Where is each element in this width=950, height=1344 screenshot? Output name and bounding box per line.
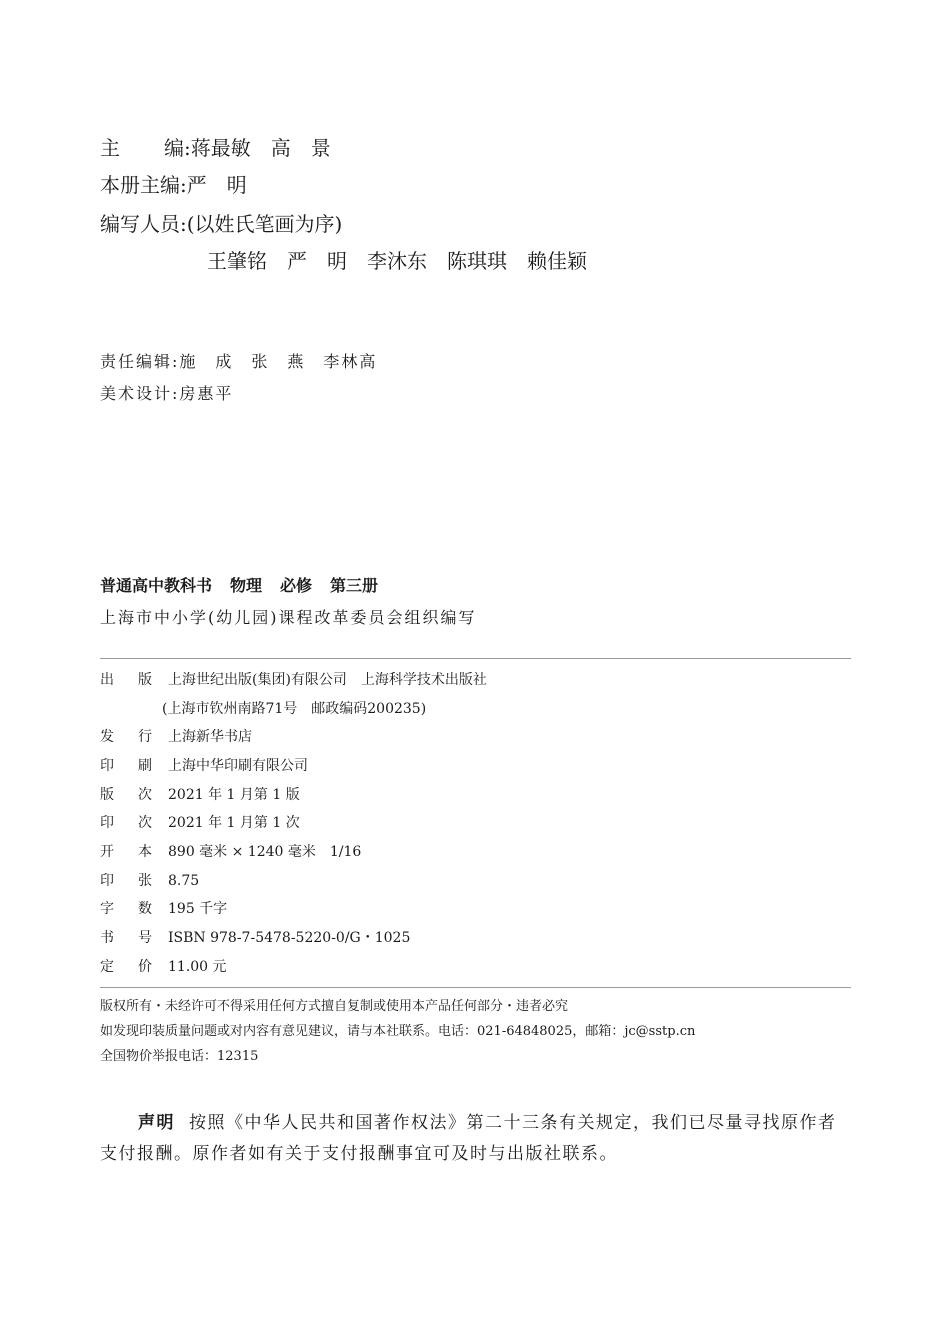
pub-row (100, 928, 410, 948)
pub-label-b: 次 (138, 815, 152, 831)
price-report-line: 全国物价举报电话：12315 (100, 1049, 259, 1064)
pub-value: 195 千字 (168, 901, 228, 917)
pub-row (100, 842, 361, 862)
book-title-part: 第三册 (330, 576, 379, 595)
responsible-editor-label: 责任编辑: (100, 352, 180, 371)
pub-label-a: 印 (100, 758, 114, 774)
pub-label-a: 书 (100, 930, 114, 946)
volume-editor-label: 本册主编: (100, 173, 187, 197)
pub-row (100, 957, 227, 977)
pub-value: 2021 年 1 月第 1 版 (168, 787, 300, 803)
book-title-part: 必修 (280, 576, 313, 595)
pub-label-a: 印 (100, 873, 114, 889)
book-title-part: 物理 (230, 576, 263, 595)
pub-row (100, 899, 227, 919)
pub-value: 上海新华书店 (168, 729, 252, 745)
top-divider (100, 658, 851, 659)
pub-label-b: 次 (138, 787, 152, 803)
pub-label-a: 发 (100, 729, 114, 745)
writers-label: 编写人员: (100, 212, 187, 236)
volume-editor-row (100, 172, 247, 198)
pub-value: 上海中华印刷有限公司 (168, 758, 308, 774)
writers-row (100, 211, 342, 237)
art-design-names: 房惠平 (179, 384, 234, 403)
compiler-line: 上海市中小学(幼儿园)课程改革委员会组织编写 (100, 608, 477, 627)
pub-label-b: 版 (138, 672, 152, 688)
pub-value: 8.75 (168, 873, 200, 889)
pub-row (100, 756, 308, 776)
pub-value: ISBN 978-7-5478-5220-0/G・1025 (168, 930, 411, 946)
pub-label-b: 刷 (138, 758, 152, 774)
chief-editor-label-a: 主 (100, 136, 120, 160)
pub-row (100, 785, 300, 805)
writers-names: 王肇铭 严 明 李沐东 陈琪琪 赖佳颖 (207, 249, 587, 273)
statement-heading: 声明 (138, 1113, 175, 1133)
pub-row (100, 871, 199, 891)
writers-note: (以姓氏笔画为序) (186, 212, 343, 236)
volume-editor-names: 严 明 (186, 173, 247, 197)
pub-value: 上海世纪出版(集团)有限公司 上海科学技术出版社 (168, 672, 487, 688)
pub-label-b: 本 (138, 844, 152, 860)
chief-editor-label-b: 编: (164, 136, 191, 160)
art-design-row (100, 383, 233, 405)
book-title-part: 普通高中教科书 (100, 576, 213, 595)
pub-label-a: 出 (100, 672, 114, 688)
pub-label-b: 号 (138, 930, 152, 946)
pub-label-b: 张 (138, 873, 152, 889)
pub-label-a: 开 (100, 844, 114, 860)
bottom-divider (100, 987, 851, 988)
art-design-label: 美术设计: (100, 384, 180, 403)
book-title (100, 575, 396, 597)
responsible-editor-row (100, 351, 377, 373)
copyright-notice: 版权所有・未经许可不得采用任何方式擅自复制或使用本产品任何部分・违者必究 (100, 999, 569, 1014)
responsible-editor-names: 施 成 张 燕 李林高 (179, 352, 378, 371)
statement-text: 按照《中华人民共和国著作权法》第二十三条有关规定，我们已尽量寻找原作者支付报酬。原作者如有关于支付报酬事宜可及时与出版社联系。 (100, 1113, 837, 1164)
chief-editor-names: 蒋最敏 高 景 (190, 136, 331, 160)
pub-value: 11.00 元 (168, 959, 227, 975)
pub-label-a: 印 (100, 815, 114, 831)
contact-line: 如发现印装质量问题或对内容有意见建议，请与本社联系。电话：021-64848025，邮箱：jc@sstp.cn (100, 1024, 696, 1039)
chief-editor-row (100, 135, 331, 161)
pub-value: 2021 年 1 月第 1 次 (168, 815, 300, 831)
pub-row (100, 727, 252, 747)
pub-label-b: 数 (138, 901, 152, 917)
pub-label-a: 定 (100, 959, 114, 975)
pub-address: (上海市钦州南路71号 邮政编码200235) (162, 701, 427, 717)
pub-label-a: 字 (100, 901, 114, 917)
pub-value: 890 毫米 × 1240 毫米 1/16 (168, 844, 362, 860)
pub-row (100, 813, 300, 833)
pub-label-b: 价 (138, 959, 152, 975)
statement (100, 1108, 852, 1170)
pub-row (100, 670, 487, 690)
pub-label-b: 行 (138, 729, 152, 745)
pub-label-a: 版 (100, 787, 114, 803)
